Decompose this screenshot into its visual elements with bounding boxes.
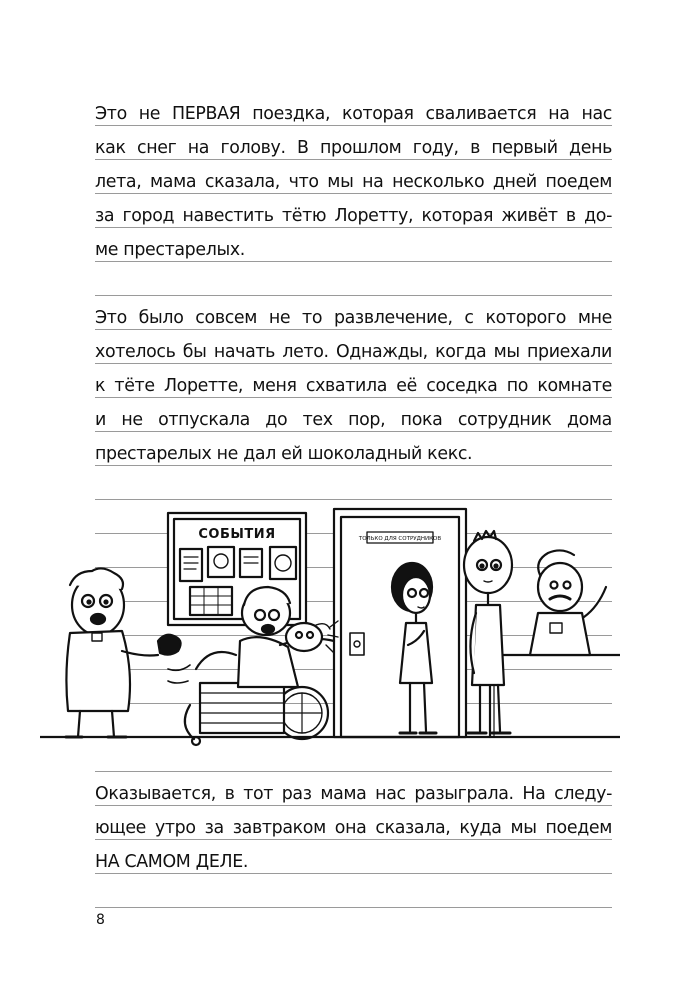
page-number: 8: [96, 912, 105, 928]
rule-line: [95, 125, 612, 126]
text-line: за город навестить тётю Лоретту, которая живёт в до-: [95, 206, 612, 226]
rule-line: [95, 193, 612, 194]
text-line: хотелось бы начать лето. Однажды, когда мы приехали: [95, 342, 612, 362]
rule-line: [95, 363, 612, 364]
text-line: НА САМОМ ДЕЛЕ.: [95, 852, 249, 872]
greg-character: [464, 531, 512, 733]
text-line: лета, мама сказала, что мы на несколько дней поедем: [95, 172, 612, 192]
rule-line: [95, 261, 612, 262]
rule-line: [95, 295, 612, 296]
motion-line: [168, 681, 188, 683]
text-line: Оказывается, в тот раз мама нас разыграла. На следу-: [95, 784, 612, 804]
text-line: к тёте Лоретте, меня схватила её соседка по комнате: [95, 376, 612, 396]
rule-line: [95, 227, 612, 228]
rule-line: [95, 873, 612, 874]
text-line: престарелых не дал ей шоколадный кекс.: [95, 444, 473, 464]
staff-character: [530, 550, 606, 655]
text-line: Это было совсем не то развлечение, с которого мне: [95, 308, 612, 328]
rule-line: [95, 397, 612, 398]
text-line: как снег на голову. В прошлом году, в первый день: [95, 138, 612, 158]
text-line: и не отпускала до тех пор, пока сотрудник дома: [95, 410, 612, 430]
board-title: СОБЫТИЯ: [198, 527, 276, 542]
rule-line: [95, 159, 612, 160]
rule-line: [95, 329, 612, 330]
nursing-home-illustration: [40, 505, 620, 755]
rule-line: [95, 839, 612, 840]
motion-line: [168, 665, 190, 670]
counter: [490, 655, 620, 737]
text-line: ме престарелых.: [95, 240, 245, 260]
rule-line: [95, 771, 612, 772]
rule-line: [95, 499, 612, 500]
rule-line: [95, 805, 612, 806]
staff-door: [334, 509, 466, 737]
text-line: Это не ПЕРВАЯ поездка, которая сваливается на нас: [95, 104, 612, 124]
rule-line: [95, 465, 612, 466]
rule-line: [95, 907, 612, 908]
door-sign-text: ТОЛЬКО ДЛЯ СОТРУДНИКОВ: [358, 536, 442, 542]
old-lady-character: [66, 568, 181, 737]
text-line: ющее утро за завтраком она сказала, куда мы поедем: [95, 818, 612, 838]
rule-line: [95, 431, 612, 432]
